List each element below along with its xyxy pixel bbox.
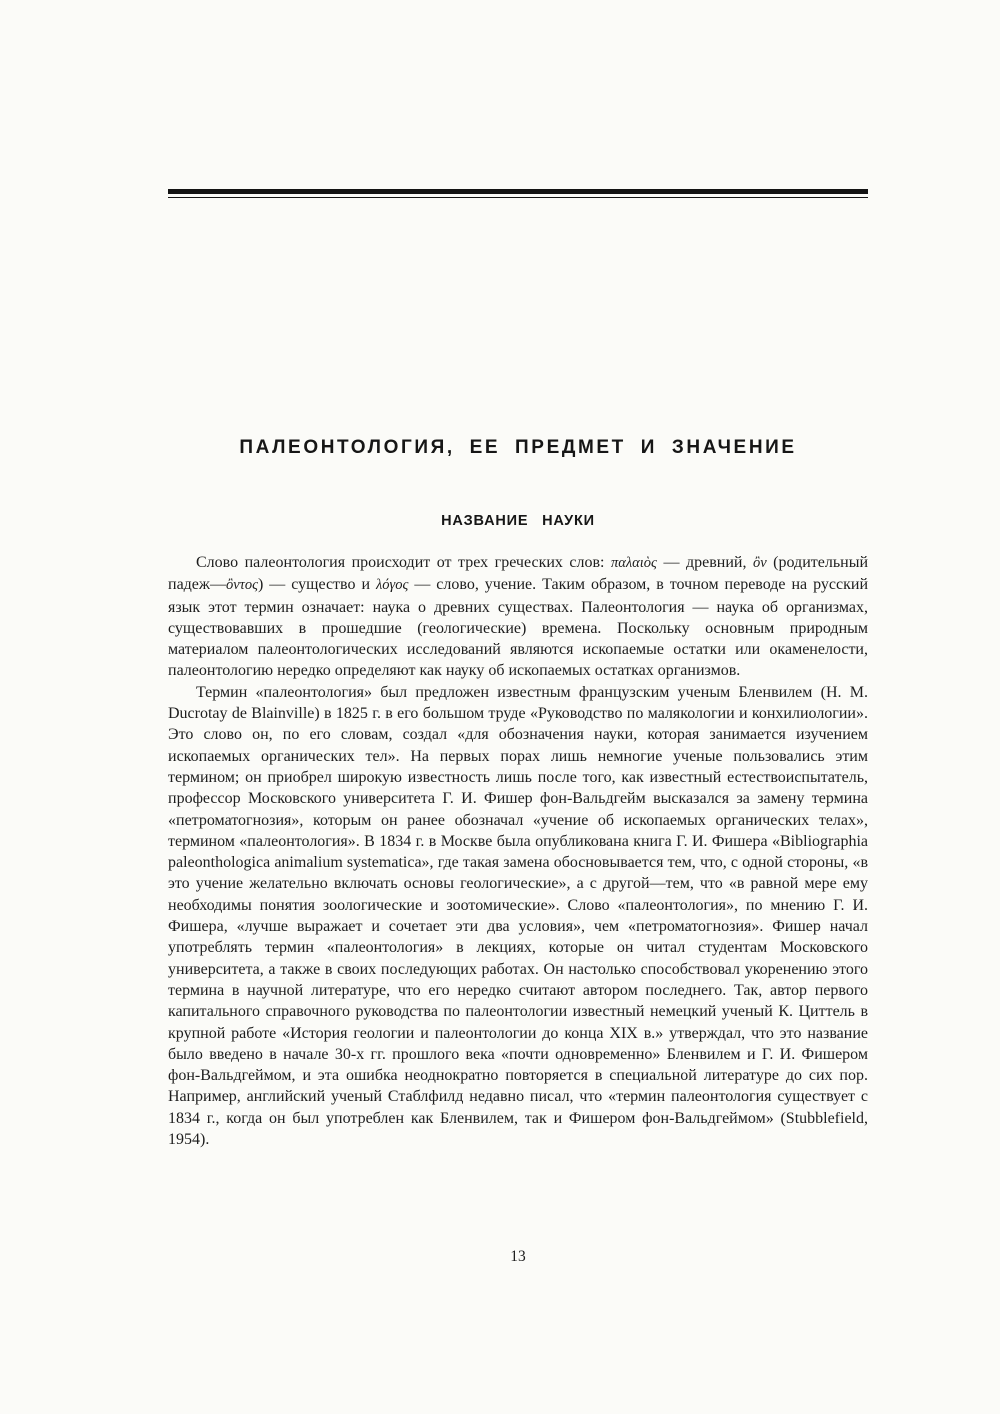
- paragraph-text-segment: Слово палеонтология происходит от трех греческих слов:: [196, 554, 612, 571]
- paragraph-text-segment: (родительный падеж—: [168, 554, 869, 594]
- header-rule: [168, 189, 868, 198]
- greek-word-palaios: παλαιὸς: [611, 555, 657, 571]
- paragraph-text-segment: — древний,: [656, 554, 753, 571]
- greek-word-on: ὂν: [752, 555, 767, 571]
- section-heading: НАЗВАНИЕ НАУКИ: [441, 513, 595, 529]
- paragraph-text-segment: — слово, учение. Таким образом, в точном переводе на русский язык этот термин означает: наука о древних существах. Палеонтология — наука об организмах, существовавших в прошедшие (геологические) времена. Поскольку основным природным материалом палеонтологических исследований являются ископаемые остатки или окаменелости, палеонтологию нередко определяют как науку об ископаемых остатках организмов.: [168, 576, 868, 680]
- paragraph-text-segment: ) — существо и: [257, 576, 376, 594]
- body-text: [168, 552, 868, 1150]
- page-number: 13: [510, 1248, 526, 1265]
- greek-word-ontos: ὂντος: [225, 577, 258, 594]
- chapter-title: ПАЛЕОНТОЛОГИЯ, ЕЕ ПРЕДМЕТ И ЗНАЧЕНИЕ: [239, 437, 797, 458]
- paragraph-etymology: [168, 552, 868, 682]
- paragraph-term-history: Термин «палеонтология» был предложен известным французским ученым Бленвилем (H. M. Ducrotay de Blainville) в 1825 г. в его большом труде «Руководство по малякологии и конхилиологии». Это слово он, по его словам, создал «для обозначения науки, которая занимается изучением ископаемых органических тел». На первых порах лишь немногие ученые пользовались этим термином; он приобрел широкую известность лишь после того, как известный естествоиспытатель, профессор Московского университета Г. И. Фишер фон-Вальдгейм высказался за замену термина «петроматогнозия», которым он ранее обозначал «учение об ископаемых органических телах», термином «палеонтология». В 1834 г. в Москве была опубликована книга Г. И. Фишера «Bibliographia paleonthologica animalium systematica», где такая замена обосновывается тем, что, с одной стороны, «в это учение желательно включать основы геологические», а с другой—тем, что «в равной мере ему необходимы понятия зоологические и зоотомические». Слово «палеонтология», по мнению Г. И. Фишера, «лучше выражает и сочетает эти два условия», чем «петроматогнозия». Фишер начал употреблять термин «палеонтология» в лекциях, которые он читал студентам Московского университета, а также в своих последующих работах. Он настолько способствовал укоренению этого термина в научной литературе, что его нередко считают автором последнего. Так, автор первого капитального справочного руководства по палеонтологии известный немецкий ученый К. Циттель в крупной работе «История геологии и палеонтологии до конца XIX в.» утверждал, что это название было введено в начале 30-х гг. прошлого века «почти одновременно» Бленвилем и Г. И. Фишером фон-Вальдгеймом, и эта ошибка неоднократно повторяется в специальной литературе до сих пор. Например, английский ученый Стаблфилд недавно писал, что «термин палеонтология существует с 1834 г., когда он был употреблен как Бленвилем, так и Фишером фон-Вальдгеймом» (Stubblefield, 1954).: [168, 683, 868, 1149]
- greek-word-logos: λόγος: [375, 577, 409, 594]
